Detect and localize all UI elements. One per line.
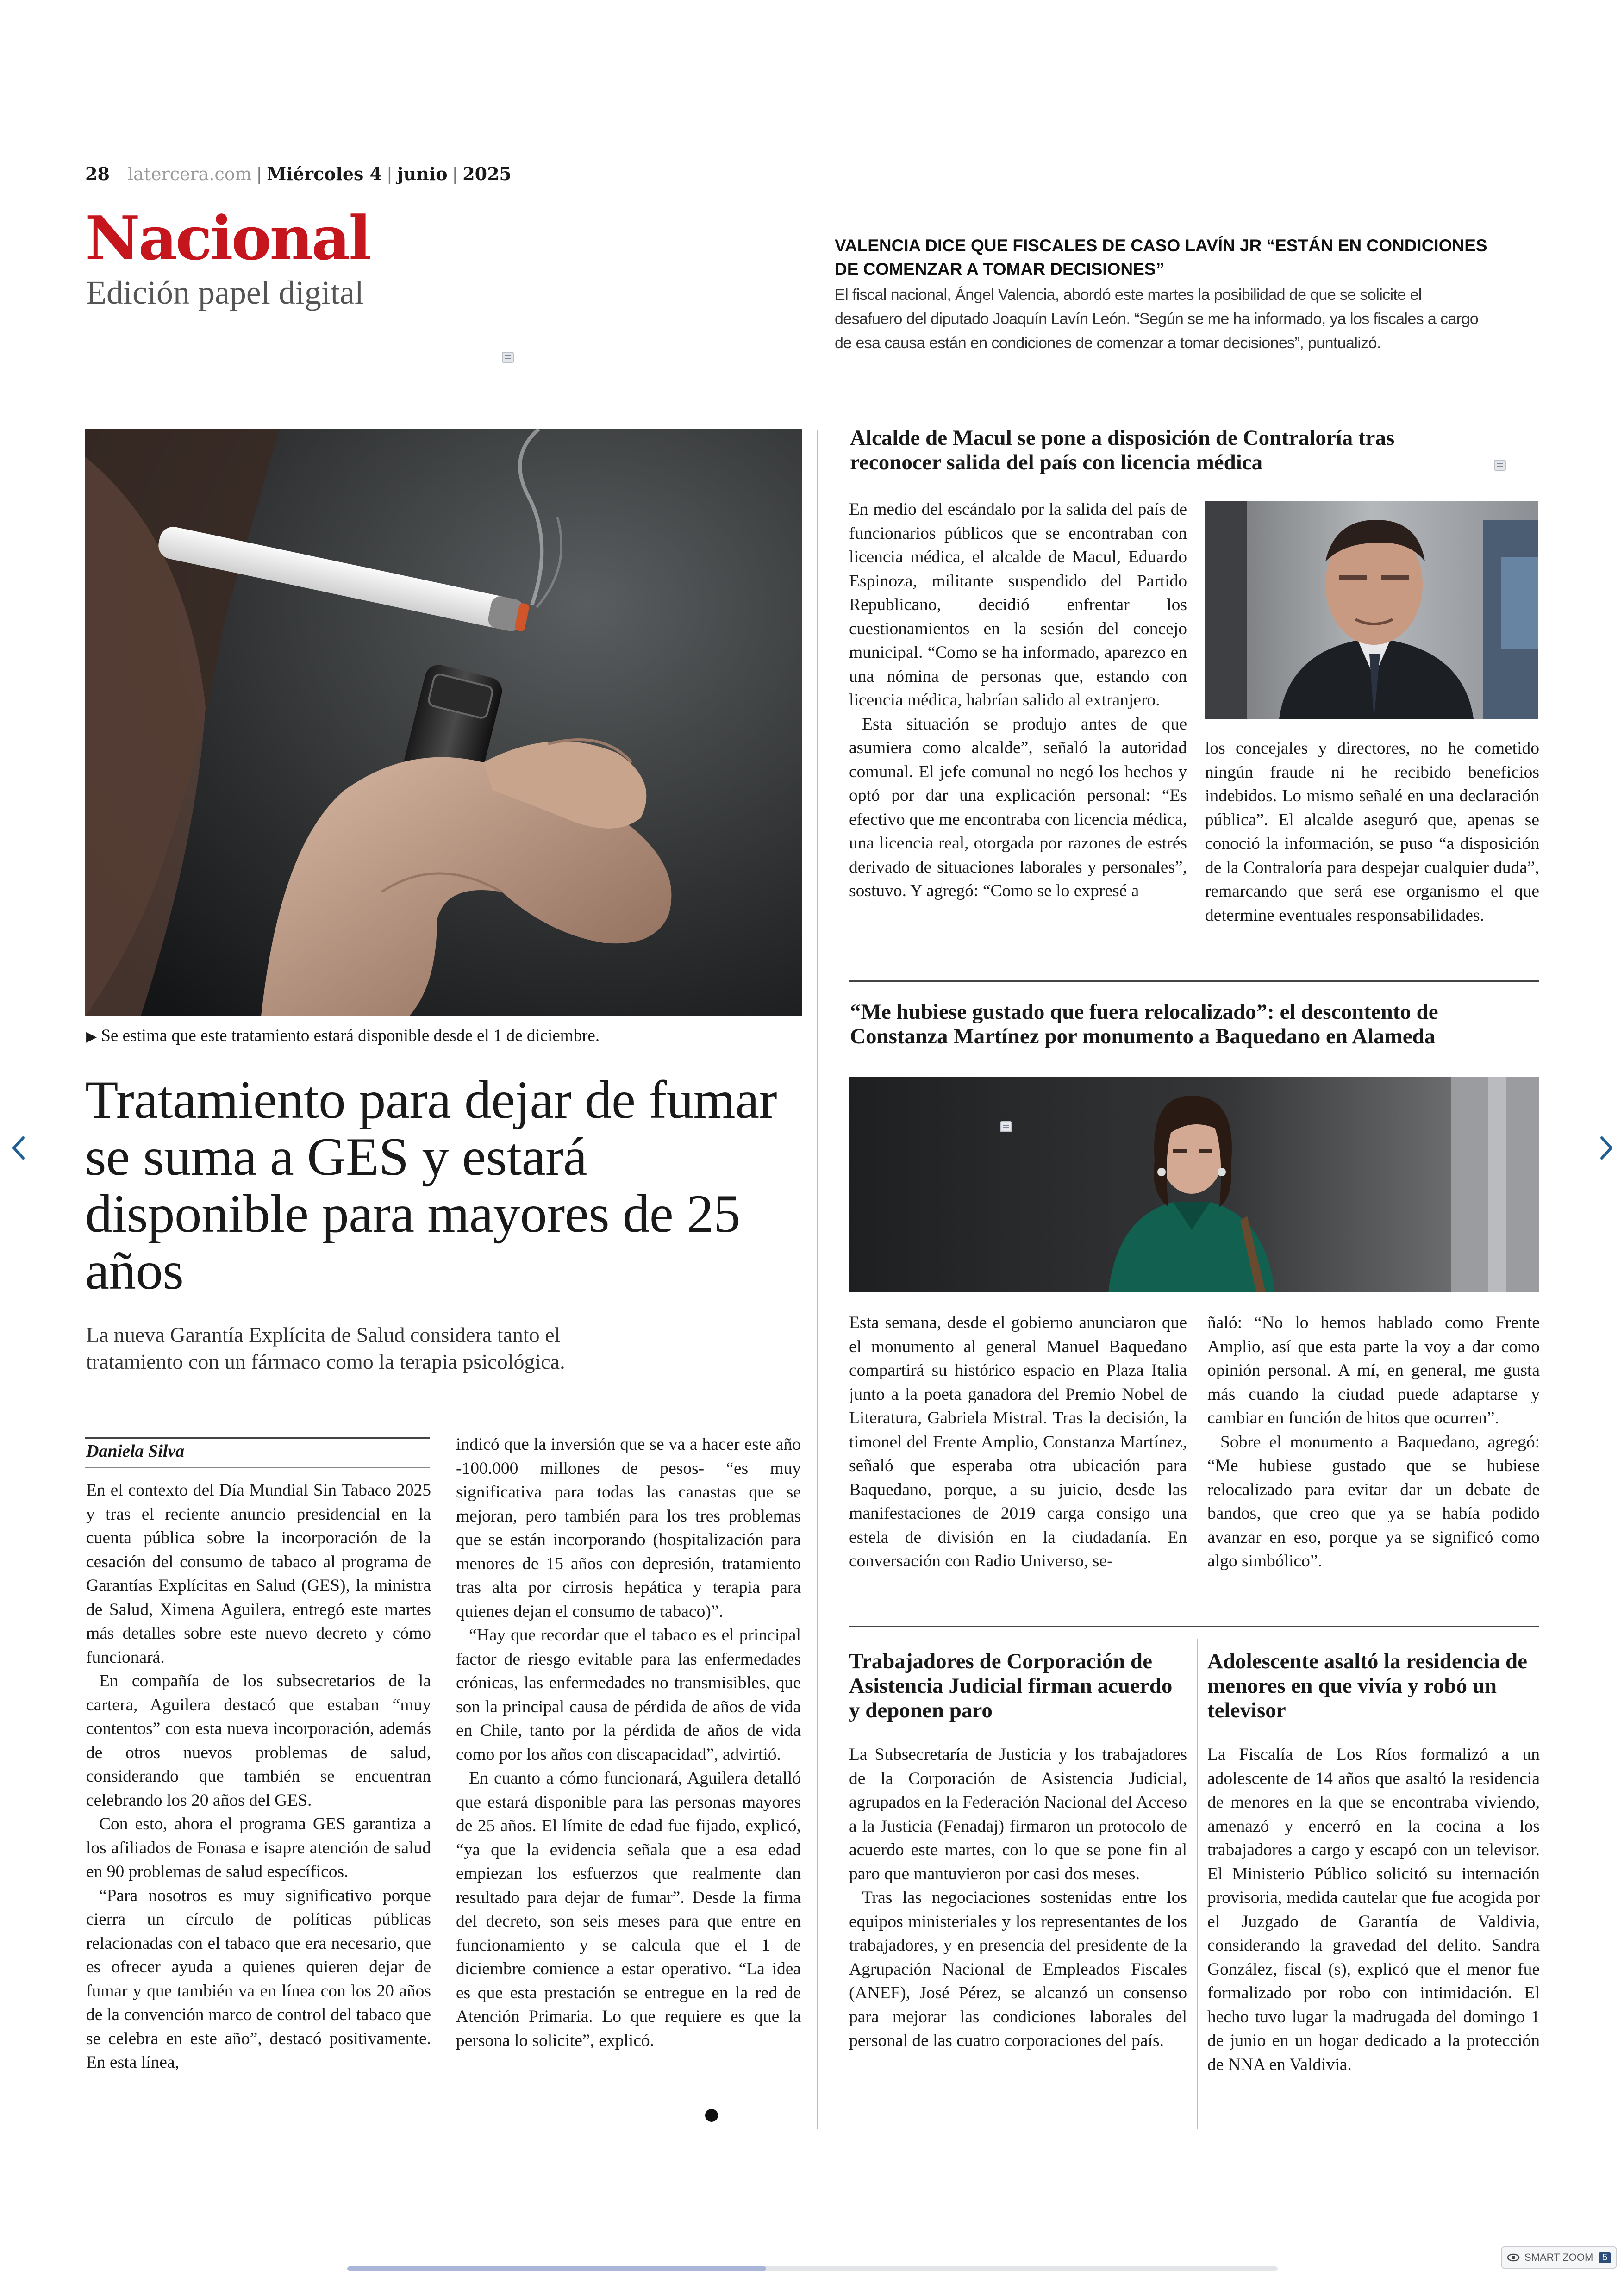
date-month: junio	[397, 163, 448, 184]
paragraph: En medio del escándalo por la salida del país de funcionarios públicos que se encontraban con licencia médica, el alcalde de Macul, Eduardo Espinoza, militante suspendido del Partido Republicano, decidió enfrentar los cuestionamientos en la sesión del concejo municipal. “Como se ha informado, aparezco en una nómina de personas que, estando con licencia médica, habrían salido al extranjero.	[849, 500, 1187, 710]
trabajadores-headline: Trabajadores de Corporación de Asistencia Judicial firman acuerdo y deponen paro	[849, 1649, 1173, 1722]
main-body-col1	[86, 1478, 431, 2075]
page-number: 28	[85, 163, 110, 184]
zoom-badge: 5	[1599, 2252, 1611, 2263]
paragraph: Esta semana, desde el gobierno anunciaron que el monumento al general Manuel Baquedano compartirá su histórico espacio en Plaza Italia junto a la poeta ganadora del Premio Nobel de Literatura, Gabriela Mistral. Tras la decisión, la timonel del Frente Amplio, Constanza Martínez, señaló que esperaba otra ubicación para Baquedano, porque, a su juicio, desde las manifestaciones de 2019 carga consigo una estela de división en la ciudadanía. En conversación con Radio Universo, se-	[849, 1313, 1187, 1571]
note-marker-icon[interactable]	[1494, 460, 1506, 471]
section-title: Nacional	[85, 203, 370, 274]
byline: Daniela Silva	[86, 1441, 185, 1461]
chevron-right-icon	[1602, 1138, 1611, 1158]
paragraph: “Para nosotros es muy significativo porque cierra un círculo de políticas públicas relacionadas con el tabaco que era necesario, que es ofrecer ayuda a quienes quieren dejar de fumar y que también va en línea con los 20 años de la convención marco de control del tabaco que se celebra en este año”, destacó positivamente. En esta línea,	[86, 1886, 431, 2072]
brief-title: VALENCIA DICE QUE FISCALES DE CASO LAVÍN JR “ESTÁN EN CONDICIONES DE COMENZAR A TOMAR DECISIONES”	[835, 236, 1487, 279]
brief-block	[835, 234, 1492, 355]
end-mark-icon	[705, 2109, 718, 2122]
adolescente-body	[1207, 1743, 1540, 2077]
brief-text: El fiscal nacional, Ángel Valencia, abordó este martes la posibilidad de que se solicite el desafuero del diputado Joaquín Lavín León. “Según se me ha informado, ya los fiscales a cargo de esa causa están en condiciones de comenzar a tomar decisiones”, puntualizó.	[835, 286, 1479, 352]
smart-zoom-label: SMART ZOOM	[1524, 2251, 1593, 2263]
chevron-left-icon	[14, 1138, 23, 1158]
paragraph: La Fiscalía de Los Ríos formalizó a un adolescente de 14 años que asaltó la residencia de menores en la que se encontraba viviendo, amenazó y encerró en la cocina a los trabajadores a cargo y escapó con un televisor. El Ministerio Público solicitó su internación provisoria, medida cautelar que fue acogida por el Juzgado de Garantía de Valdivia, considerando la gravedad del delito. Sandra González, fiscal (s), explicó que el menor fue formalizado por robo con intimidación. El hecho tuvo lugar la madrugada del domingo 1 de junio en un hogar dedicado a la protección de NNA en Valdivia.	[1207, 1745, 1540, 2074]
macul-headline: Alcalde de Macul se pone a disposición de Contraloría tras reconocer salida del país con licencia médica	[850, 426, 1395, 474]
macul-body-col1	[849, 498, 1187, 903]
trabajadores-body	[849, 1743, 1187, 2053]
paragraph: En compañía de los subsecretarios de la cartera, Aguilera destacó que estaban “muy contentos” con esta nueva incorporación, además de otros nuevos problemas de salud, considerando que también se encuentran celebrando los 20 años del GES.	[86, 1671, 431, 1810]
byline-rule-top	[85, 1437, 430, 1439]
paragraph: Sobre el monumento a Baquedano, agregó: “Me hubiese gustado que se hubiese relocalizado para evitar dar un debate de bandos, que creo que ya se había podido avanzar en eso, porque ya se significó como algo simbólico”.	[1207, 1432, 1540, 1571]
cigarette-photo	[85, 429, 802, 1016]
page-scrollbar-thumb[interactable]	[347, 2266, 766, 2271]
paragraph: Esta situación se produjo antes de que asumiera como alcalde”, señaló la autoridad comunal. El jefe comunal no negó los hechos y optó por dar una explicación personal: “Es efectivo que me encontraba con licencia médica, una licencia real, otorgada por razones de estrés derivado de situaciones laborales y personales”, sostuvo. Y agregó: “Como se lo expresé a	[849, 714, 1187, 900]
note-marker-icon[interactable]	[502, 352, 514, 363]
paragraph: En el contexto del Día Mundial Sin Tabaco 2025 y tras el reciente anuncio presidencial en la cuenta pública sobre la incorporación de la cesación del consumo de tabaco al programa de Garantías Explícitas en Salud (GES), la ministra de Salud, Ximena Aguilera, entregó este martes más detalles sobre este nuevo decreto y cómo funcionará.	[86, 1481, 431, 1667]
byline-rule-bottom	[85, 1467, 430, 1468]
page-scrollbar-track[interactable]	[347, 2266, 1278, 2271]
page-header: 28 latercera.com | Miércoles 4 | junio | 2025	[85, 163, 512, 184]
edition-label: Edición papel digital	[86, 274, 364, 311]
column-divider	[1197, 1639, 1198, 2129]
column-divider	[817, 430, 818, 2129]
photo-caption: ▶ Se estima que este tratamiento estará disponible desde el 1 de diciembre.	[86, 1026, 600, 1045]
date-day: Miércoles 4	[267, 163, 382, 184]
paragraph: ñaló: “No lo hemos hablado como Frente Amplio, así que esta parte la voy a dar como opinión personal. A mí, en general, me gusta más cuando la ciudad puede adaptarse y cambiar en función de hitos que ocurren”.	[1207, 1313, 1540, 1428]
paragraph: Tras las negociaciones sostenidas entre los equipos ministeriales y los representantes de los trabajadores, y en presencia del presidente de la Agrupación Nacional de Empleados Fiscales (ANEF), José Pérez, se alcanzó un consenso para mejorar las condiciones laborales del personal de las cuatro corporaciones del país.	[849, 1888, 1187, 2050]
paragraph: En cuanto a cómo funcionará, Aguilera detalló que estará disponible para las personas mayores de 25 años. El límite de edad fue fijado, explicó, “ya que la evidencia señala que a esa edad empiezan los esfuerzos que realmente dan resultado para dejar de fumar”. Desde la firma del decreto, son seis meses para que entre en funcionamiento y se calcula que el 1 de diciembre comience a estar operativo. “La idea es que esta prestación se entregue en la red de Atención Primaria. Lo que requiere es que la persona lo solicite”, explicó.	[456, 1769, 801, 2050]
paragraph: Con esto, ahora el programa GES garantiza a los afiliados de Fonasa e isapre atención de salud en 90 problemas de salud específicos.	[86, 1815, 431, 1881]
paragraph: “Hay que recordar que el tabaco es el principal factor de riesgo evitable para las enfermedades crónicas, las enfermedades no transmisibles, que son la principal causa de pérdida de años de vida en Chile, tanto por la pérdida de años de vida como por los años con discapacidad”, advirtió.	[456, 1626, 801, 1764]
macul-body-col2	[1205, 736, 1539, 927]
site-name[interactable]: latercera.com	[128, 164, 252, 184]
previous-page-button[interactable]	[5, 1127, 32, 1169]
smart-zoom-control[interactable]	[1501, 2246, 1617, 2269]
mayor-photo	[1205, 501, 1538, 719]
paragraph: La Subsecretaría de Justicia y los trabajadores de la Corporación de Asistencia Judicial, agrupados en la Federación Nacional del Acceso a la Justicia (Fenadaj) firmaron un protocolo de acuerdo este martes, con lo que se pone fin al paro que mantuvieron por casi dos meses.	[849, 1745, 1187, 1883]
next-page-button[interactable]	[1593, 1127, 1620, 1169]
section-rule	[849, 1626, 1539, 1627]
eye-icon	[1507, 2253, 1520, 2262]
section-rule	[849, 980, 1539, 982]
main-body-col2	[456, 1433, 801, 2052]
baquedano-body-col2	[1207, 1311, 1540, 1573]
date-year: 2025	[462, 163, 512, 184]
adolescente-headline: Adolescente asaltó la residencia de menores en que vivía y robó un televisor	[1207, 1649, 1528, 1722]
martinez-photo	[849, 1077, 1539, 1292]
main-headline: Tratamiento para dejar de fumar se suma a GES y estará disponible para mayores de 25 años	[85, 1070, 777, 1301]
paragraph: los concejales y directores, no he cometido ningún fraude ni he recibido beneficios indebidos. Lo mismo señalé en una declaración pública”. El alcalde aseguró que, apenas se conoció la información, se puso “a disposición de la Contraloría para despejar cualquier duda”, remarcando que será ese organismo el que determine eventuales responsabilidades.	[1205, 739, 1539, 925]
caption-arrow-icon: ▶	[86, 1029, 97, 1044]
main-deck: La nueva Garantía Explícita de Salud considera tanto el tratamiento con un fármaco como la terapia psicológica.	[86, 1323, 565, 1373]
baquedano-body-col1	[849, 1311, 1187, 1573]
baquedano-headline: “Me hubiese gustado que fuera relocalizado”: el descontento de Constanza Martínez por monumento a Baquedano en Alameda	[850, 1000, 1438, 1048]
paragraph: indicó que la inversión que se va a hacer este año -100.000 millones de pesos- “es muy significativa para todas las canastas que se mejoran, pero también para los tres problemas que se están incorporando (hospitalización para menores de 15 años con depresión, tratamiento tras alta por cirrosis hepática y terapia para quienes dejan el consumo de tabaco)”.	[456, 1435, 801, 1621]
note-marker-icon[interactable]	[1000, 1121, 1012, 1132]
